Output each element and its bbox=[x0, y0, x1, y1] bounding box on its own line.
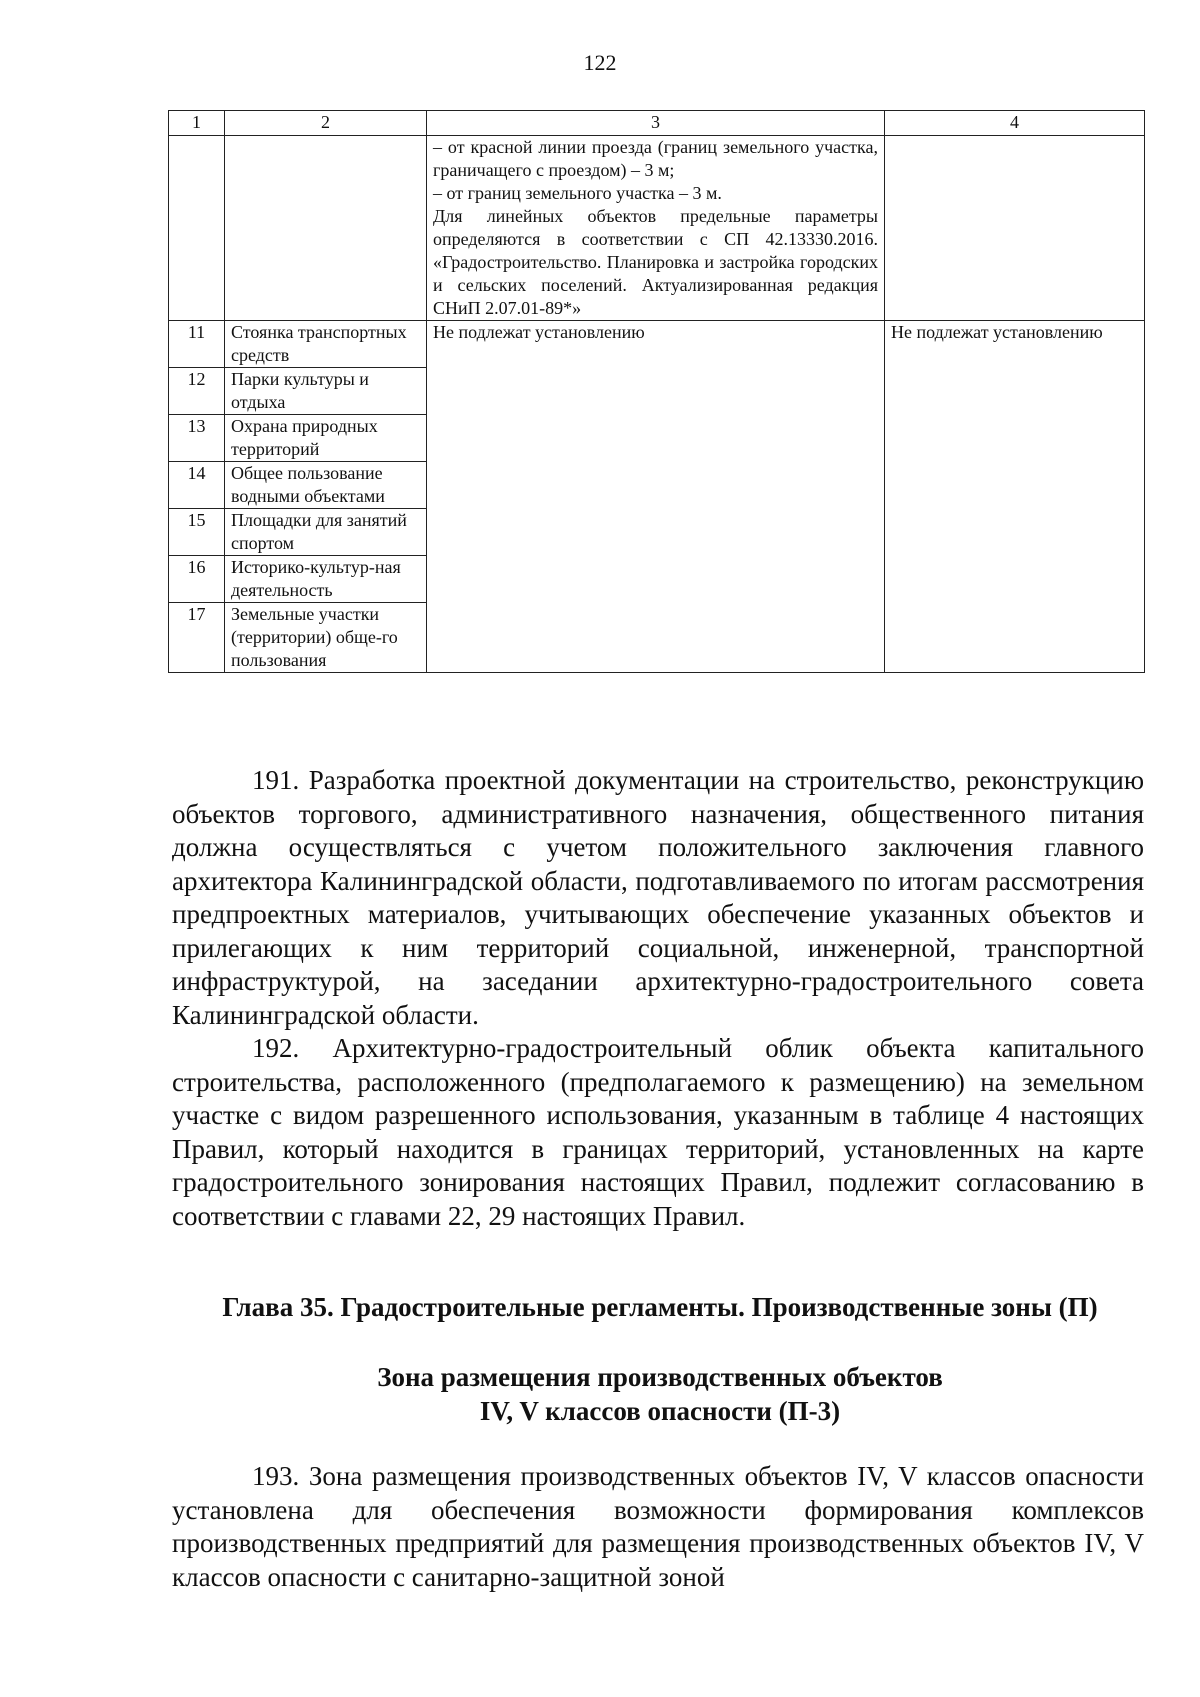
row-use-name: Охрана природных территорий bbox=[225, 415, 427, 462]
row-number: 15 bbox=[169, 509, 225, 556]
row-use-name: Земельные участки (территории) обще-го пользования bbox=[225, 603, 427, 673]
zone-heading-line-1: Зона размещения производственных объектов bbox=[377, 1362, 943, 1392]
continuation-cell-3 bbox=[427, 136, 885, 321]
body-text-block-2 bbox=[172, 1460, 1144, 1594]
row-use-name: Стоянка транспортных средств bbox=[225, 321, 427, 368]
row-use-name: Парки культуры и отдыха bbox=[225, 368, 427, 415]
row-use-name: Площадки для занятий спортом bbox=[225, 509, 427, 556]
merged-cell-col4: Не подлежат установлению bbox=[885, 321, 1145, 673]
header-cell-3: 3 bbox=[427, 111, 885, 136]
row-number: 16 bbox=[169, 556, 225, 603]
continuation-cell-1 bbox=[169, 136, 225, 321]
continuation-cell-2 bbox=[225, 136, 427, 321]
setback-red-line-text: – от красной линии проезда (границ земельного участка, граничащего с проездом) – 3 м; bbox=[433, 137, 878, 180]
regulations-table bbox=[168, 110, 1145, 673]
paragraph-193: 193. Зона размещения производственных объектов IV, V классов опасности установлена для обеспечения возможности формирования комплексов производственных предприятий для размещения производственных объектов IV, V классов опасности с санитарно-защитной зоной bbox=[172, 1461, 1144, 1592]
body-text-block-1 bbox=[172, 764, 1144, 1233]
setback-boundary-text: – от границ земельного участка – 3 м. bbox=[433, 183, 722, 203]
row-use-name: Общее пользование водными объектами bbox=[225, 462, 427, 509]
chapter-heading: Глава 35. Градостроительные регламенты. Производственные зоны (П) bbox=[222, 1292, 1098, 1322]
header-cell-4: 4 bbox=[885, 111, 1145, 136]
row-number: 13 bbox=[169, 415, 225, 462]
row-number: 17 bbox=[169, 603, 225, 673]
header-cell-1: 1 bbox=[169, 111, 225, 136]
paragraph-192: 192. Архитектурно-градостроительный облик объекта капитального строительства, расположенного (предполагаемого к размещению) на земельном участке с видом разрешенного использования, указанным в таблице 4 настоящих Правил, который находится в границах территорий, установленных на карте градостроительного зонирования настоящих Правил, подлежит согласованию в соответствии с главами 22, 29 настоящих Правил. bbox=[172, 1033, 1144, 1231]
table-header-row bbox=[169, 111, 1145, 136]
row-number: 14 bbox=[169, 462, 225, 509]
table-continuation-row bbox=[169, 136, 1145, 321]
row-use-name: Историко-культур-ная деятельность bbox=[225, 556, 427, 603]
row-number: 12 bbox=[169, 368, 225, 415]
table-row bbox=[169, 321, 1145, 368]
continuation-cell-4 bbox=[885, 136, 1145, 321]
header-cell-2: 2 bbox=[225, 111, 427, 136]
linear-objects-text: Для линейных объектов предельные параметры определяются в соответствии с СП 42.13330.2016. «Градостроительство. Планировка и застройка городских и сельских поселений. Актуализированная редакция СНиП 2.07.01-89*» bbox=[433, 206, 878, 318]
merged-cell-col3: Не подлежат установлению bbox=[427, 321, 885, 673]
row-number: 11 bbox=[169, 321, 225, 368]
page-number: 122 bbox=[583, 50, 617, 75]
paragraph-191: 191. Разработка проектной документации на строительство, реконструкцию объектов торгового, административного назначения, общественного питания должна осуществляться с учетом положительного заключения главного архитектора Калининградской области, подготавливаемого по итогам рассмотрения предпроектных материалов, учитывающих обеспечение указанных объектов и прилегающих к ним территорий социальной, инженерной, транспортной инфраструктурой, на заседании архитектурно-градостроительного совета Калининградской области. bbox=[172, 765, 1144, 1030]
zone-heading bbox=[120, 1360, 1200, 1428]
zone-heading-line-2: IV, V классов опасности (П-3) bbox=[479, 1396, 841, 1426]
